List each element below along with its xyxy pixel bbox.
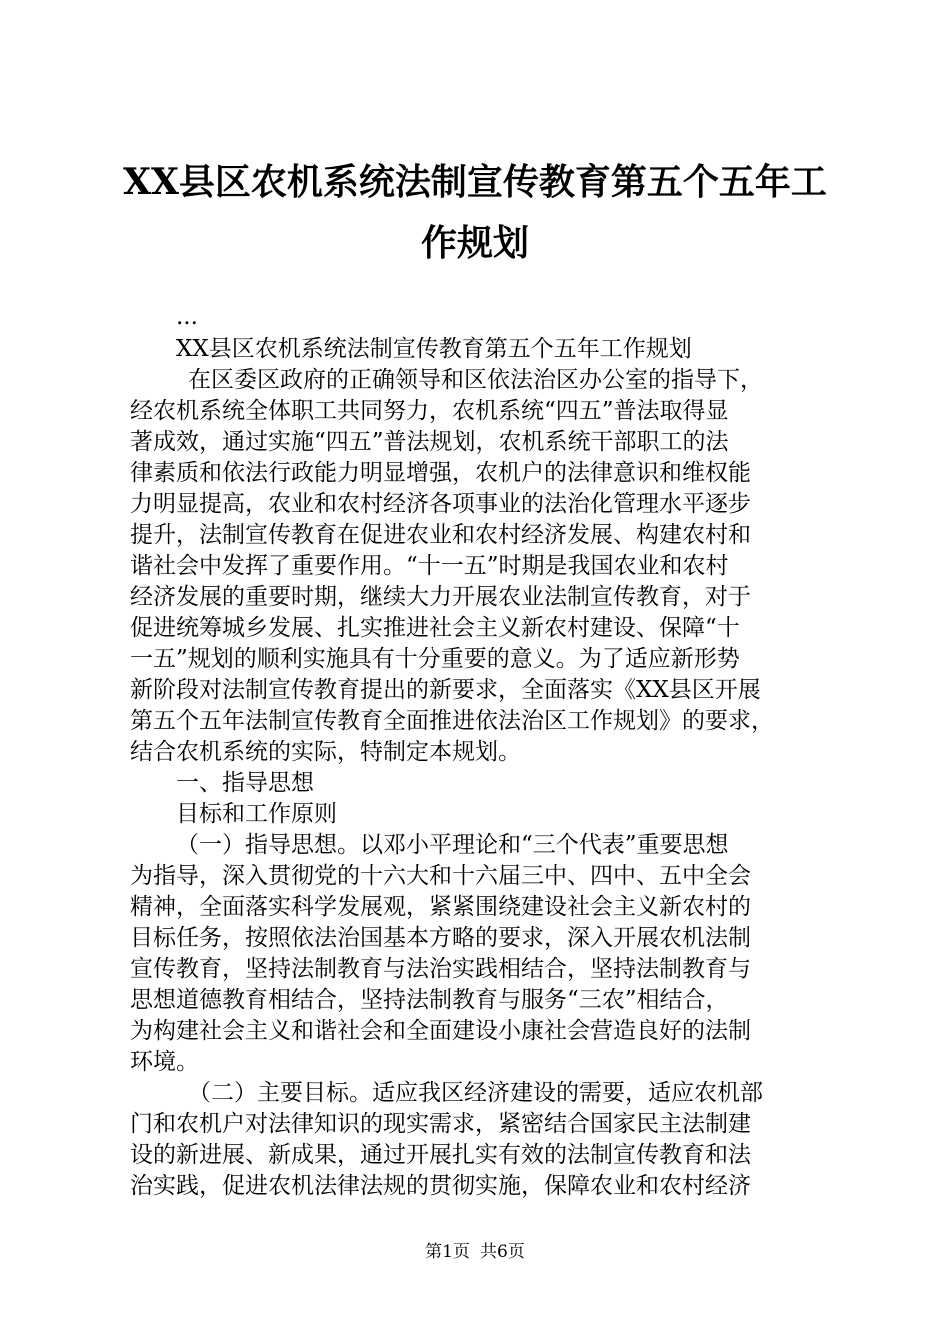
paragraph-line: 谐社会中发挥了重要作用。“十一五”时期是我国农业和农村 [130,553,729,579]
paragraph-line: 新阶段对法制宣传教育提出的新要求，全面落实《XX县区开展 [130,677,761,703]
paragraph-line: 一五”规划的顺利实施具有十分重要的意义。为了适应新形势 [130,646,740,672]
page-footer [0,1241,950,1263]
paragraph-line: 环境。 [130,1049,199,1075]
section-heading: 目标和工作原则 [176,801,337,827]
paragraph-line: 力明显提高，农业和农村经济各项事业的法治化管理水平逐步 [130,491,751,517]
paragraph-line: 设的新进展、新成果，通过开展扎实有效的法制宣传教育和法 [130,1142,751,1168]
paragraph-line: 第五个五年法制宣传教育全面推进依法治区工作规划》的要求， [130,708,774,734]
paragraph-line: 目标任务，按照依法治国基本方略的要求，深入开展农机法制 [130,925,751,951]
paragraph-line: （一）指导思想。以邓小平理论和“三个代表”重要思想 [176,832,729,858]
paragraph-line: 治实践，促进农机法律法规的贯彻实施，保障农业和农村经济 [130,1173,751,1199]
paragraph-line: 为构建社会主义和谐社会和全面建设小康社会营造良好的法制 [130,1018,751,1044]
document-title-line-1: XX县区农机系统法制宣传教育第五个五年工 [123,161,827,203]
paragraph-line: （二）主要目标。适应我区经济建设的需要，适应农机部 [188,1080,763,1106]
ellipsis-line: ... [176,304,198,330]
subtitle-line: XX县区农机系统法制宣传教育第五个五年工作规划 [176,336,692,362]
paragraph-line: 著成效，通过实施“四五”普法规划，农机系统干部职工的法 [130,429,729,455]
document-title-line-2: 作规划 [420,222,529,264]
paragraph-line: 思想道德教育相结合，坚持法制教育与服务“三农”相结合， [130,987,729,1013]
paragraph-line: 经农机系统全体职工共同努力，农机系统“四五”普法取得显 [130,398,729,424]
paragraph-line: 精神，全面落实科学发展观，紧紧围绕建设社会主义新农村的 [130,894,751,920]
paragraph-line: 为指导，深入贯彻党的十六大和十六届三中、四中、五中全会 [130,863,751,889]
section-heading: 一、指导思想 [176,770,314,796]
paragraph-line: 在区委区政府的正确领导和区依法治区办公室的指导下， [188,367,763,393]
paragraph-line: 律素质和依法行政能力明显增强，农机户的法律意识和维权能 [130,460,751,486]
page-number: 第1页 [425,1242,470,1262]
paragraph-line: 门和农机户对法律知识的现实需求，紧密结合国家民主法制建 [130,1111,751,1137]
paragraph-line: 宣传教育，坚持法制教育与法治实践相结合，坚持法制教育与 [130,956,751,982]
paragraph-line: 经济发展的重要时期，继续大力开展农业法制宣传教育，对于 [130,584,751,610]
paragraph-line: 促进统筹城乡发展、扎实推进社会主义新农村建设、保障“十 [130,615,740,641]
paragraph-line: 结合农机系统的实际，特制定本规划。 [130,739,521,765]
paragraph-line: 提升，法制宣传教育在促进农业和农村经济发展、构建农村和 [130,522,751,548]
page-total: 共6页 [480,1242,525,1262]
document-body [130,301,830,1202]
